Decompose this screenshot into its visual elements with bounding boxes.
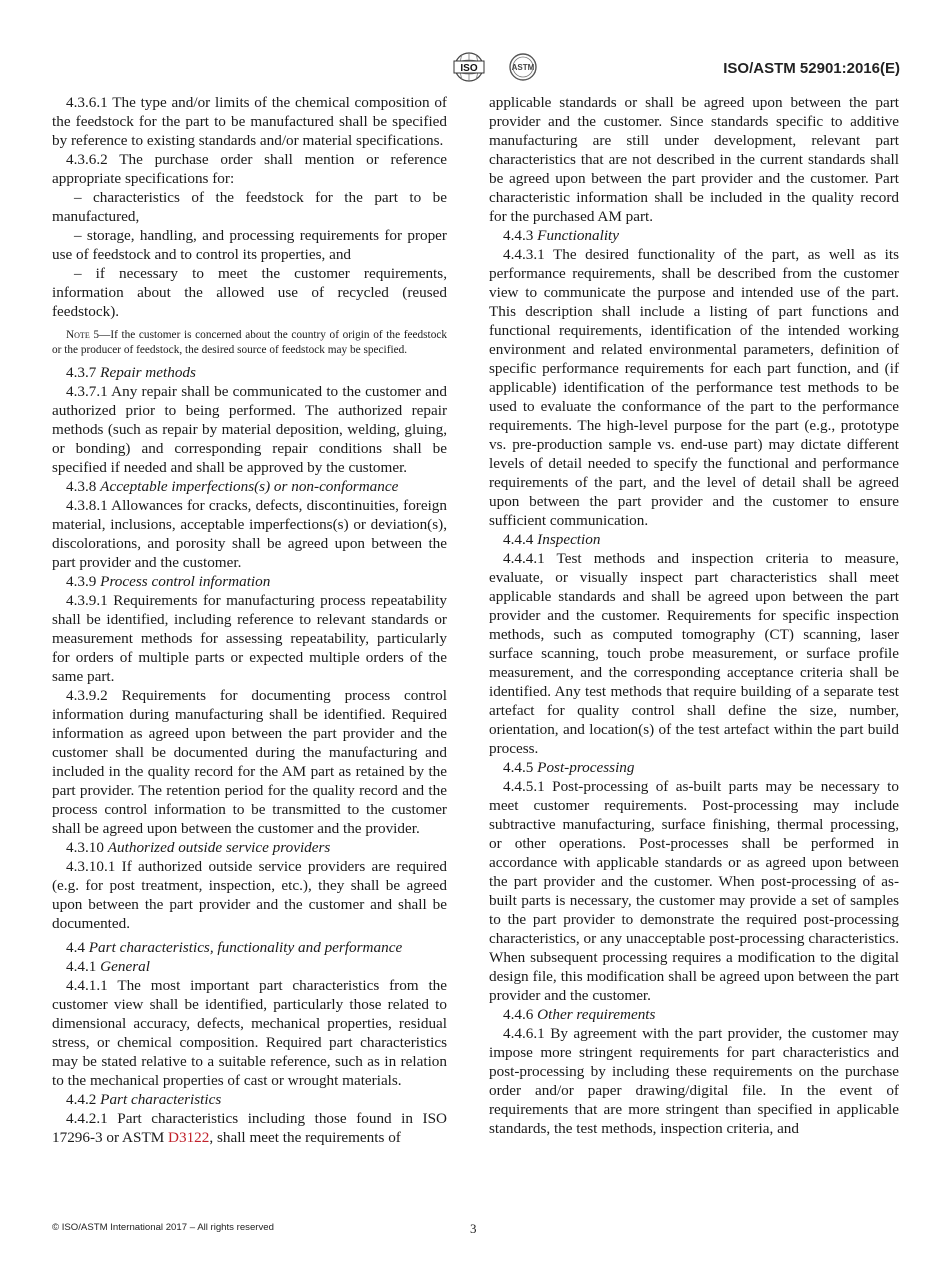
para-4-3-10-1: 4.3.10.1 If authorized outside service providers are required (e.g. for post treatment, inspection, etc.), they shall be agreed upon between the part provider and the customer and shall be documented. xyxy=(52,858,447,932)
heading-4-4: 4.4 Part characteristics, functionality and performance xyxy=(66,939,403,956)
para-4-3-6-2: 4.3.6.2 The purchase order shall mention or reference appropriate specifications for: xyxy=(52,151,447,187)
svg-text:ISO: ISO xyxy=(460,63,478,74)
para-4-3-9-2: 4.3.9.2 Requirements for documenting process control information during manufacturing shall be identified. Required information as agreed upon between the part provider and the customer shall be documented during the manufacturing and included in the quality record for the AM part as retained by the part provider. The retention period for the quality record and the process control information to be transmitted to the customer shall be agreed upon between the customer and the provider. xyxy=(52,687,447,837)
heading-4-4-6: 4.4.6 Other requirements xyxy=(503,1006,656,1023)
astm-logo-icon xyxy=(504,51,542,83)
right-column xyxy=(489,93,899,1138)
list-item: – characteristics of the feedstock for the part to be manufactured, xyxy=(52,189,447,225)
d3122-link[interactable]: D3122 xyxy=(168,1129,210,1146)
list-item: – if necessary to meet the customer requirements, information about the allowed use of recycled (reused feedstock). xyxy=(52,265,447,320)
heading-4-4-3: 4.4.3 Functionality xyxy=(503,227,619,244)
para-4-4-1-1: 4.4.1.1 The most important part characteristics from the customer view shall be identified, particularly those related to dimensional accuracy, defects, mechanical properties, residual stress, or chemical composition. Required part characteristics may be stated relative to a suitable reference, such as in relation to the mechanical properties of cast or wrought materials. xyxy=(52,977,447,1089)
left-column xyxy=(52,93,447,1147)
para-4-4-2-1-continued: applicable standards or shall be agreed upon between the part provider and the customer. Since standards specific to additive manufacturing are still under development, relevant part characteristics that are not described in the current standards shall be agreed upon between the part provider and the customer. Part characteristic information shall be included in the quality record for the purchased AM part. xyxy=(489,94,899,225)
heading-4-3-7: 4.3.7 Repair methods xyxy=(66,364,196,381)
heading-4-4-1: 4.4.1 General xyxy=(66,958,150,975)
document-id: ISO/ASTM 52901:2016(E) xyxy=(723,60,900,77)
page-number: 3 xyxy=(470,1221,477,1236)
para-4-4-3-1: 4.4.3.1 The desired functionality of the part, as well as its performance requirements, shall be described from the customer view to communicate the purpose and intended use of the part. This description shall include a listing of part functions and functional requirements, identification of the intended working environment and related environmental parameters, definition of specific performance requirements for each part function, and (if applicable) identification of the performance test methods to be used to evaluate the conformance of the part to the performance requirements. The high-level purpose for the part (e.g., prototype vs. pre-production sample vs. end-use part) may dictate different levels of detail needed to specify the functional and performance requirements of the part, and the level of detail shall be agreed upon between the part provider and the customer to ensure sufficient communication. xyxy=(489,246,899,529)
copyright-footer: © ISO/ASTM International 2017 – All rights reserved xyxy=(52,1222,274,1233)
svg-text:ASTM: ASTM xyxy=(511,63,535,72)
para-4-4-5-1: 4.4.5.1 Post-processing of as-built parts may be necessary to meet customer requirements. Post-processing may include subtractive manufacturing, surface finishing, thermal processing, or other operations. Post-processes shall be performed in accordance with applicable standards or as agreed upon between the part provider and the customer. When post-processing of as-built parts is necessary, the customer may provide a set of samples to the part provider to demonstrate the required post-processing characteristics, or any unacceptable post-processing characteristics. When subsequent processing requires a modification to the digital design file, this modification shall be agreed upon between the part provider and the customer. xyxy=(489,778,899,1004)
list-item: – storage, handling, and processing requirements for proper use of feedstock and to control its properties, and xyxy=(52,227,447,263)
iso-logo-icon xyxy=(452,51,486,83)
para-4-4-4-1: 4.4.4.1 Test methods and inspection criteria to measure, evaluate, or visually inspect part characteristics shall meet applicable standards and shall be agreed upon between the part provider and the customer. Requirements for specific inspection methods, such as computed tomography (CT) scanning, laser surface scanning, touch probe measurement, or surface profile measurement, and the corresponding acceptance criteria shall be identified. Any test methods that require building of a separate test artefact for quality control shall define the size, number, orientation, and location(s) of the test artefact within the part build process. xyxy=(489,550,899,757)
heading-4-4-2: 4.4.2 Part characteristics xyxy=(66,1091,222,1108)
para-4-3-8-1: 4.3.8.1 Allowances for cracks, defects, discontinuities, foreign material, inclusions, acceptable imperfections(s) or deviation(s), discolorations, and porosity shall be agreed upon between the part provider and the customer. xyxy=(52,497,447,571)
note-5 xyxy=(52,328,447,358)
para-4-4-2-1: 4.4.2.1 Part characteristics including those found in ISO 17296-3 or ASTM D3122, shall meet the requirements of xyxy=(52,1110,447,1146)
heading-4-4-4: 4.4.4 Inspection xyxy=(503,531,601,548)
note-text: —If the customer is concerned about the country of origin of the feedstock or the producer of feedstock, the desired source of feedstock may be specified. xyxy=(52,329,448,356)
heading-4-3-8: 4.3.8 Acceptable imperfections(s) or non-conformance xyxy=(66,478,399,495)
heading-4-3-9: 4.3.9 Process control information xyxy=(66,573,271,590)
para-4-3-7-1: 4.3.7.1 Any repair shall be communicated to the customer and authorized prior to being performed. The authorized repair methods (such as repair by material deposition, welding, gluing, or bonding) and corresponding repair conditions shall be specified if needed and shall be approved by the customer. xyxy=(52,383,447,476)
heading-4-4-5: 4.4.5 Post-processing xyxy=(503,759,635,776)
header-logos xyxy=(452,50,542,84)
para-4-4-6-1: 4.4.6.1 By agreement with the part provider, the customer may impose more stringent requirements for part characteristics and post-processing by including these requirements on the purchase order and/or paper drawing/digital file. In the event of requirements that are more stringent than specified in applicable standards, the test methods, inspection criteria, and xyxy=(489,1025,899,1137)
para-4-3-9-1: 4.3.9.1 Requirements for manufacturing process repeatability shall be identified, including reference to relevant standards or measurement methods for assessing repeatability, particularly for orders of multiple parts or expected multiple orders of the same part. xyxy=(52,592,447,685)
para-4-3-6-1: 4.3.6.1 The type and/or limits of the chemical composition of the feedstock for the part to be manufactured shall be specified by reference to existing standards and/or material specifications. xyxy=(52,94,447,149)
note-label: Note 5 xyxy=(66,329,100,341)
heading-4-3-10: 4.3.10 Authorized outside service providers xyxy=(66,839,331,856)
